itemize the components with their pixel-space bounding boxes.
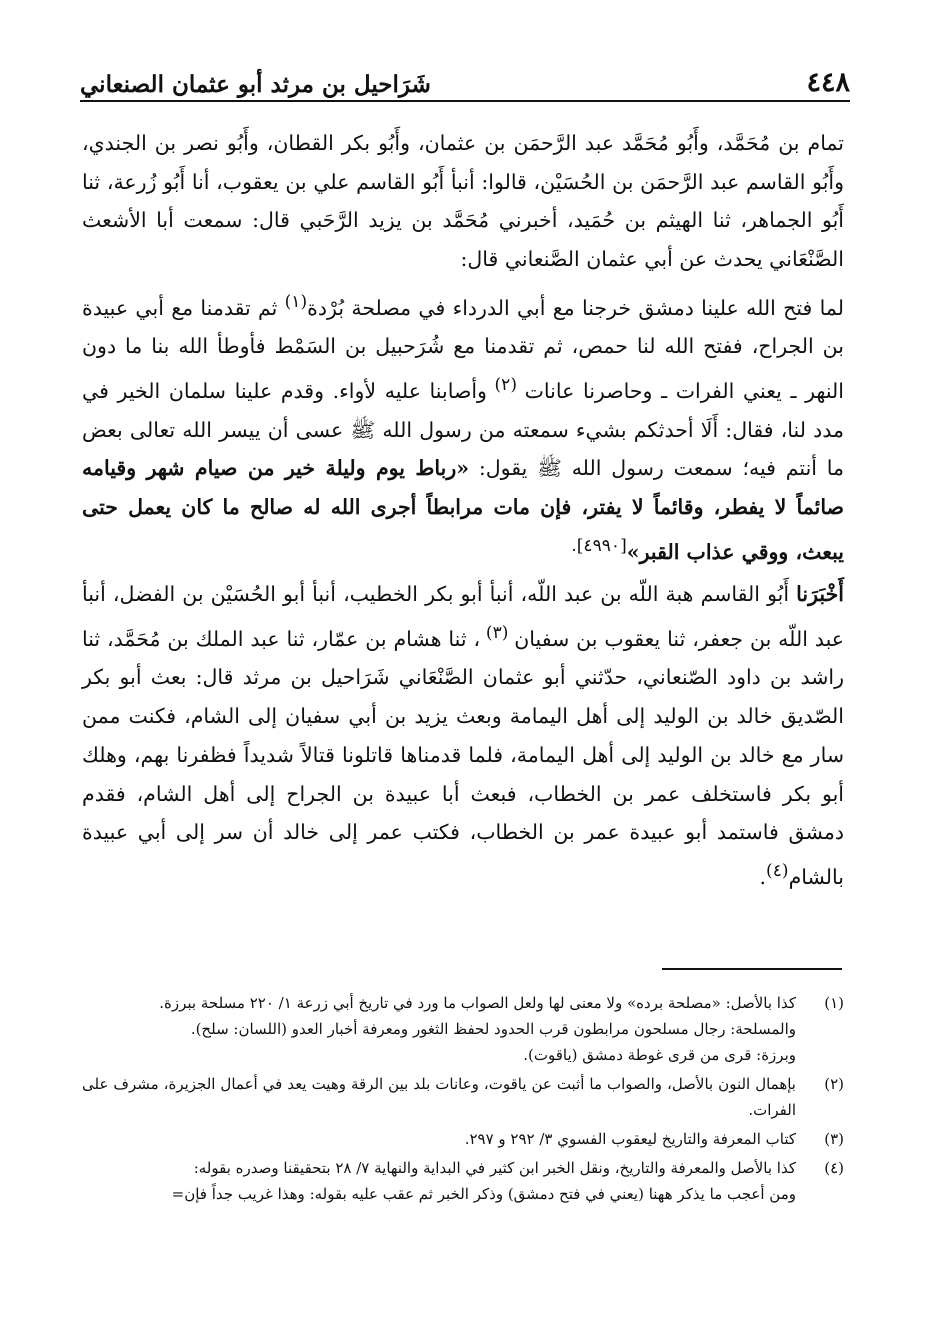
footnote-line: والمسلحة: رجال مسلحون مرابطون قرب الحدود لحفظ الثغور ومعرفة أخبار العدو (اللسان: سلح).	[190, 1020, 796, 1038]
footnote-number: (٢)	[824, 1075, 844, 1093]
footnote-line: كذا بالأصل والمعرفة والتاريخ، ونقل الخبر ابن كثير في البداية والنهاية ٧/ ٢٨ بتحقيقنا وصدره بقوله:	[193, 1159, 796, 1177]
running-head: شَرَاحيل بن مرثد أبو عثمان الصنعاني	[80, 71, 431, 98]
paragraph-isnad-1: تمام بن مُحَمَّد، وأَبُو مُحَمَّد عبد الرَّحمَن بن عثمان، وأَبُو بكر القطان، وأَبُو نصر بن الجندي، وأَبُو القاسم عبد الرَّحمَن بن الحُسَيْن، قالوا: أنبأ أَبُو القاسم علي بن يعقوب، أنا أَبُو زُرعة، ثنا أَبُو الجماهر، ثنا الهيثم بن حُمَيد، أخبرني مُحَمَّد بن يزيد الرَّحَبي قال: سمعت أبا الأشعث الصَّنْعَاني يحدث عن أبي عثمان الصَّنعاني قال:	[82, 131, 844, 272]
footnote-4	[82, 1155, 844, 1207]
footnote-ref-4: (٤)	[766, 860, 789, 881]
footnote-ref-3: (٣)	[480, 622, 515, 643]
footnote-1	[82, 990, 844, 1068]
paragraph-narration-1	[82, 283, 844, 571]
isnad-text: أَبُو القاسم هبة اللّه بن عبد اللّه، أنبأ أبو بكر الخطيب، أنبأ أبو الحُسَيْن بن الفضل، أنبأ عبد اللّه بن جعفر، ثنا يعقوب بن سفيان	[82, 582, 844, 651]
narration-text: وأصابنا عليه لأواء. وقدم علينا سلمان الخير في مدد لنا، فقال: أَلَا أحدثكم بشيء سمعته من رسول الله ﷺ عسى أن ييسر الله تعالى بعض ما أنتم فيه؛ سمعت رسول الله ﷺ يقول:	[82, 378, 845, 481]
page-number: ٤٤٨	[806, 67, 850, 98]
footnote-line: بإهمال النون بالأصل، والصواب ما أثبت عن ياقوت، وعانات بلد بين الرقة وهيت يعد في أعمال الجزيرة، مشرف على الفرات.	[82, 1075, 796, 1119]
narration-text: لما فتح الله علينا دمشق خرجنا مع أبي الدرداء في مصلحة بُرْدة	[307, 295, 844, 320]
sentence-end: .	[759, 864, 767, 889]
footnote-line: كذا بالأصل: «مصلحة برده» ولا معنى لها ولعل الصواب ما ورد في تاريخ أبي زرعة ١/ ٢٢٠ مسلحة ببرزة.	[159, 994, 796, 1012]
page-header	[80, 58, 850, 98]
footnote-body	[82, 1155, 796, 1207]
footnote-line: كتاب المعرفة والتاريخ ليعقوب الفسوي ٣/ ٢٩٢ و ٢٩٧.	[464, 1130, 796, 1148]
footnote-number: (٤)	[824, 1159, 844, 1177]
footnote-ref-1: (١)	[284, 291, 308, 312]
footnote-number: (٣)	[824, 1130, 844, 1148]
footnote-3	[82, 1126, 844, 1152]
header-rule	[80, 100, 850, 102]
footnote-number: (١)	[824, 994, 844, 1012]
footnote-line: وبرزة: قرى من قرى غوطة دمشق (ياقوت).	[523, 1046, 796, 1064]
hadith-quote: «رباط يوم وليلة خير من صيام شهر وقيامه صائماً لا يفطر، وقائماً لا يفتر، فإن مات مرابطاً أجرى الله له صالح ما كان يعمل حتى يبعث، ووقي عذاب القبر»	[82, 456, 844, 564]
footnote-ref-2: (٢)	[486, 375, 525, 396]
narration-text: ثم تقدمنا مع أبي عبيدة بن الجراح، ففتح الله لنا حمص، ثم تقدمنا مع شُرَحبيل بن السَمْط فأوطأ الله بنا ما دون النهر ـ يعني الفرات ـ وحاصرنا عانات	[82, 295, 845, 403]
footnotes	[82, 990, 844, 1210]
footnote-body	[82, 1071, 796, 1123]
footnote-2	[82, 1071, 844, 1123]
footnote-body	[82, 990, 796, 1068]
isnad-text: ، ثنا هشام بن عمّار، ثنا عبد الملك بن مُحَمَّد، ثنا راشد بن داود الصّنعاني، حدّثني أبو عثمان الصَّنْعَاني شَرَاحيل بن مرثد قال: بعث أبو بكر الصّديق خالد بن الوليد إلى أهل اليمامة وبعث يزيد بن أبي سفيان إلى الشام، فكنت ممن سار مع خالد بن الوليد إلى أهل اليمامة، فلما قدمناها قاتلونا قتالاً شديداً فظفرنا بهم، وهلك أبو بكر فاستخلف عمر بن الخطاب، فبعث أبا عبيدة بن الجراح إلى أهل الشام، فقدم دمشق فاستمد أبو عبيدة عمر بن الخطاب، فكتب عمر إلى خالد أن سر إلى أبي عبيدة بالشام	[82, 626, 844, 889]
footnote-divider	[662, 968, 842, 970]
hadith-number: [٤٩٩٠].	[571, 535, 627, 556]
main-text	[82, 124, 844, 897]
footnote-line: ومن أعجب ما يذكر ههنا (يعني في فتح دمشق) وذكر الخبر ثم عقب عليه بقوله: وهذا غريب جداً فإن=	[171, 1185, 796, 1203]
lead-word: أَخْبَرَنا	[796, 582, 844, 607]
footnote-body	[82, 1126, 796, 1152]
paragraph-isnad-2	[82, 575, 844, 896]
